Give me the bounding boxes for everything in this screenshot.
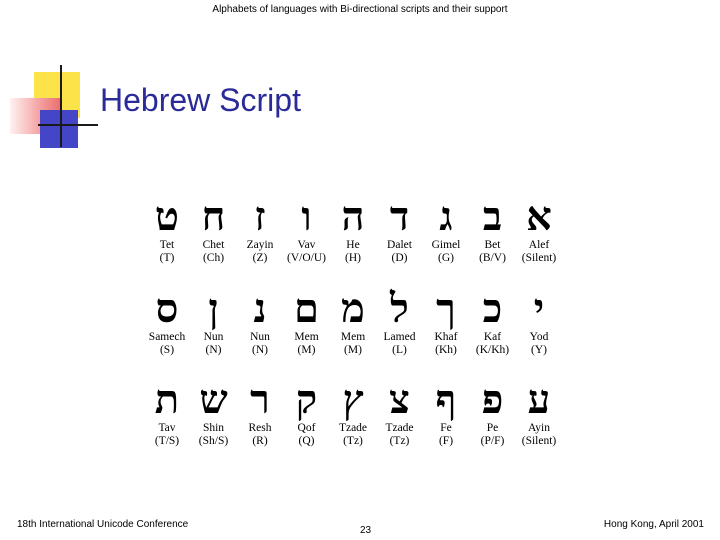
hebrew-letter: ף <box>435 376 457 423</box>
letter-cell <box>141 378 193 448</box>
letter-transliteration: (N) <box>205 344 222 356</box>
hebrew-letter: צ <box>389 376 410 423</box>
hebrew-letter: ת <box>154 376 180 423</box>
letter-cell <box>327 287 379 357</box>
letter-cell <box>327 378 379 448</box>
letter-cell <box>467 287 519 357</box>
letter-cell <box>281 378 333 448</box>
hebrew-letter: ן <box>208 285 219 332</box>
hebrew-letter: ם <box>294 285 319 332</box>
letter-name: Tav <box>158 422 176 434</box>
letter-cell <box>420 195 472 265</box>
letter-transliteration: (Ch) <box>202 252 225 264</box>
hebrew-letter: כ <box>482 285 503 332</box>
letter-transliteration: (Kh) <box>435 344 457 356</box>
letter-transliteration: (Tz) <box>389 435 410 447</box>
letter-transliteration: (Tz) <box>343 435 363 447</box>
slide-title: Hebrew Script <box>100 82 301 118</box>
letter-cell <box>513 287 565 357</box>
letter-cell <box>513 378 565 448</box>
letter-transliteration: (Y) <box>531 344 547 356</box>
letter-name: Gimel <box>431 239 461 251</box>
letter-transliteration: (S) <box>159 344 175 356</box>
letter-name: Yod <box>529 331 549 343</box>
letter-cell <box>234 195 286 265</box>
hebrew-letter: פ <box>481 376 504 423</box>
letter-transliteration: (D) <box>391 252 408 264</box>
letter-name: Mem <box>294 331 319 343</box>
footer-location-date: Hong Kong, April 2001 <box>603 519 704 530</box>
letter-name: Bet <box>484 239 501 251</box>
deco-vertical-line <box>60 65 62 147</box>
letter-transliteration: (K/Kh) <box>475 344 510 356</box>
letter-transliteration: (Silent) <box>521 435 557 447</box>
deco-horizontal-line <box>38 124 98 126</box>
letter-cell <box>374 195 426 265</box>
hebrew-letter: נ <box>253 285 267 332</box>
letter-transliteration: (R) <box>252 435 268 447</box>
hebrew-letter: א <box>526 193 552 240</box>
letter-transliteration: (B/V) <box>479 252 506 264</box>
letter-name: Tzade <box>338 422 368 434</box>
letter-name: Kaf <box>483 331 502 343</box>
letter-transliteration: (T/S) <box>154 435 180 447</box>
letter-name: Resh <box>248 422 272 434</box>
letter-name: Ayin <box>528 422 550 434</box>
letter-transliteration: (L) <box>392 344 407 356</box>
letter-transliteration: (V/O/U) <box>287 252 326 264</box>
letter-transliteration: (H) <box>345 252 361 264</box>
deco-blue-square <box>40 110 78 148</box>
hebrew-letter: ל <box>390 285 409 332</box>
letter-cell <box>141 287 193 357</box>
slide-header: Alphabets of languages with Bi-directional scripts and their support <box>212 4 508 15</box>
letter-transliteration: (Z) <box>252 252 268 264</box>
letter-name: Khaf <box>434 331 458 343</box>
hebrew-letter: ט <box>154 193 180 240</box>
letter-name: Zayin <box>246 239 274 251</box>
letter-name: Alef <box>528 239 550 251</box>
hebrew-letter: ה <box>341 193 365 240</box>
hebrew-letter: ב <box>482 193 503 240</box>
letter-cell <box>420 287 472 357</box>
hebrew-letter: ך <box>436 285 456 332</box>
letter-name: Vav <box>297 239 316 251</box>
letter-name: Nun <box>203 331 224 343</box>
letter-transliteration: (N) <box>252 344 268 356</box>
footer-page-number: 23 <box>360 525 372 536</box>
letter-transliteration: (Silent) <box>521 252 557 264</box>
hebrew-letter: ס <box>155 285 179 332</box>
hebrew-letter: ח <box>201 193 226 240</box>
letter-name: Dalet <box>387 239 412 251</box>
hebrew-letter: ר <box>250 376 270 423</box>
letter-transliteration: (Q) <box>298 435 315 447</box>
hebrew-letter: ו <box>301 193 312 240</box>
hebrew-letter: ע <box>527 376 551 423</box>
letter-name: Pe <box>486 422 499 434</box>
letter-cell <box>327 195 379 265</box>
letter-cell <box>281 287 333 357</box>
hebrew-alphabet-chart <box>145 195 565 470</box>
letter-name: He <box>346 239 360 251</box>
letter-name: Fe <box>440 422 452 434</box>
letter-name: Tet <box>159 239 175 251</box>
letter-name: Tzade <box>385 422 414 434</box>
letter-cell <box>513 195 565 265</box>
letter-cell <box>234 378 286 448</box>
letter-cell <box>374 378 426 448</box>
letter-transliteration: (M) <box>297 344 316 356</box>
hebrew-letter: ג <box>439 193 453 240</box>
letter-cell <box>467 195 519 265</box>
letter-name: Lamed <box>383 331 416 343</box>
letter-transliteration: (G) <box>438 252 454 264</box>
letter-cell <box>141 195 193 265</box>
letter-name: Samech <box>148 331 186 343</box>
letter-cell <box>281 195 333 265</box>
hebrew-letter: ד <box>389 193 410 240</box>
letter-transliteration: (T) <box>159 252 175 264</box>
letter-transliteration: (Sh/S) <box>198 435 229 447</box>
letter-transliteration: (P/F) <box>480 435 505 447</box>
letter-cell <box>374 287 426 357</box>
letter-cell <box>188 195 240 265</box>
letter-name: Qof <box>297 422 316 434</box>
letter-transliteration: (M) <box>344 344 362 356</box>
hebrew-letter: מ <box>341 285 365 332</box>
letter-name: Mem <box>340 331 366 343</box>
letter-cell <box>188 378 240 448</box>
hebrew-letter: י <box>533 285 545 332</box>
letter-cell <box>234 287 286 357</box>
letter-name: Shin <box>202 422 225 434</box>
letter-cell <box>188 287 240 357</box>
hebrew-letter: ץ <box>342 376 364 423</box>
letter-transliteration: (F) <box>438 435 454 447</box>
letter-cell <box>420 378 472 448</box>
letter-cell <box>467 378 519 448</box>
footer-conference: 18th International Unicode Conference <box>17 519 189 530</box>
letter-name: Chet <box>202 239 225 251</box>
hebrew-letter: ש <box>199 376 228 423</box>
letter-name: Nun <box>250 331 270 343</box>
hebrew-letter: ז <box>254 193 266 240</box>
hebrew-letter: ק <box>295 376 318 423</box>
